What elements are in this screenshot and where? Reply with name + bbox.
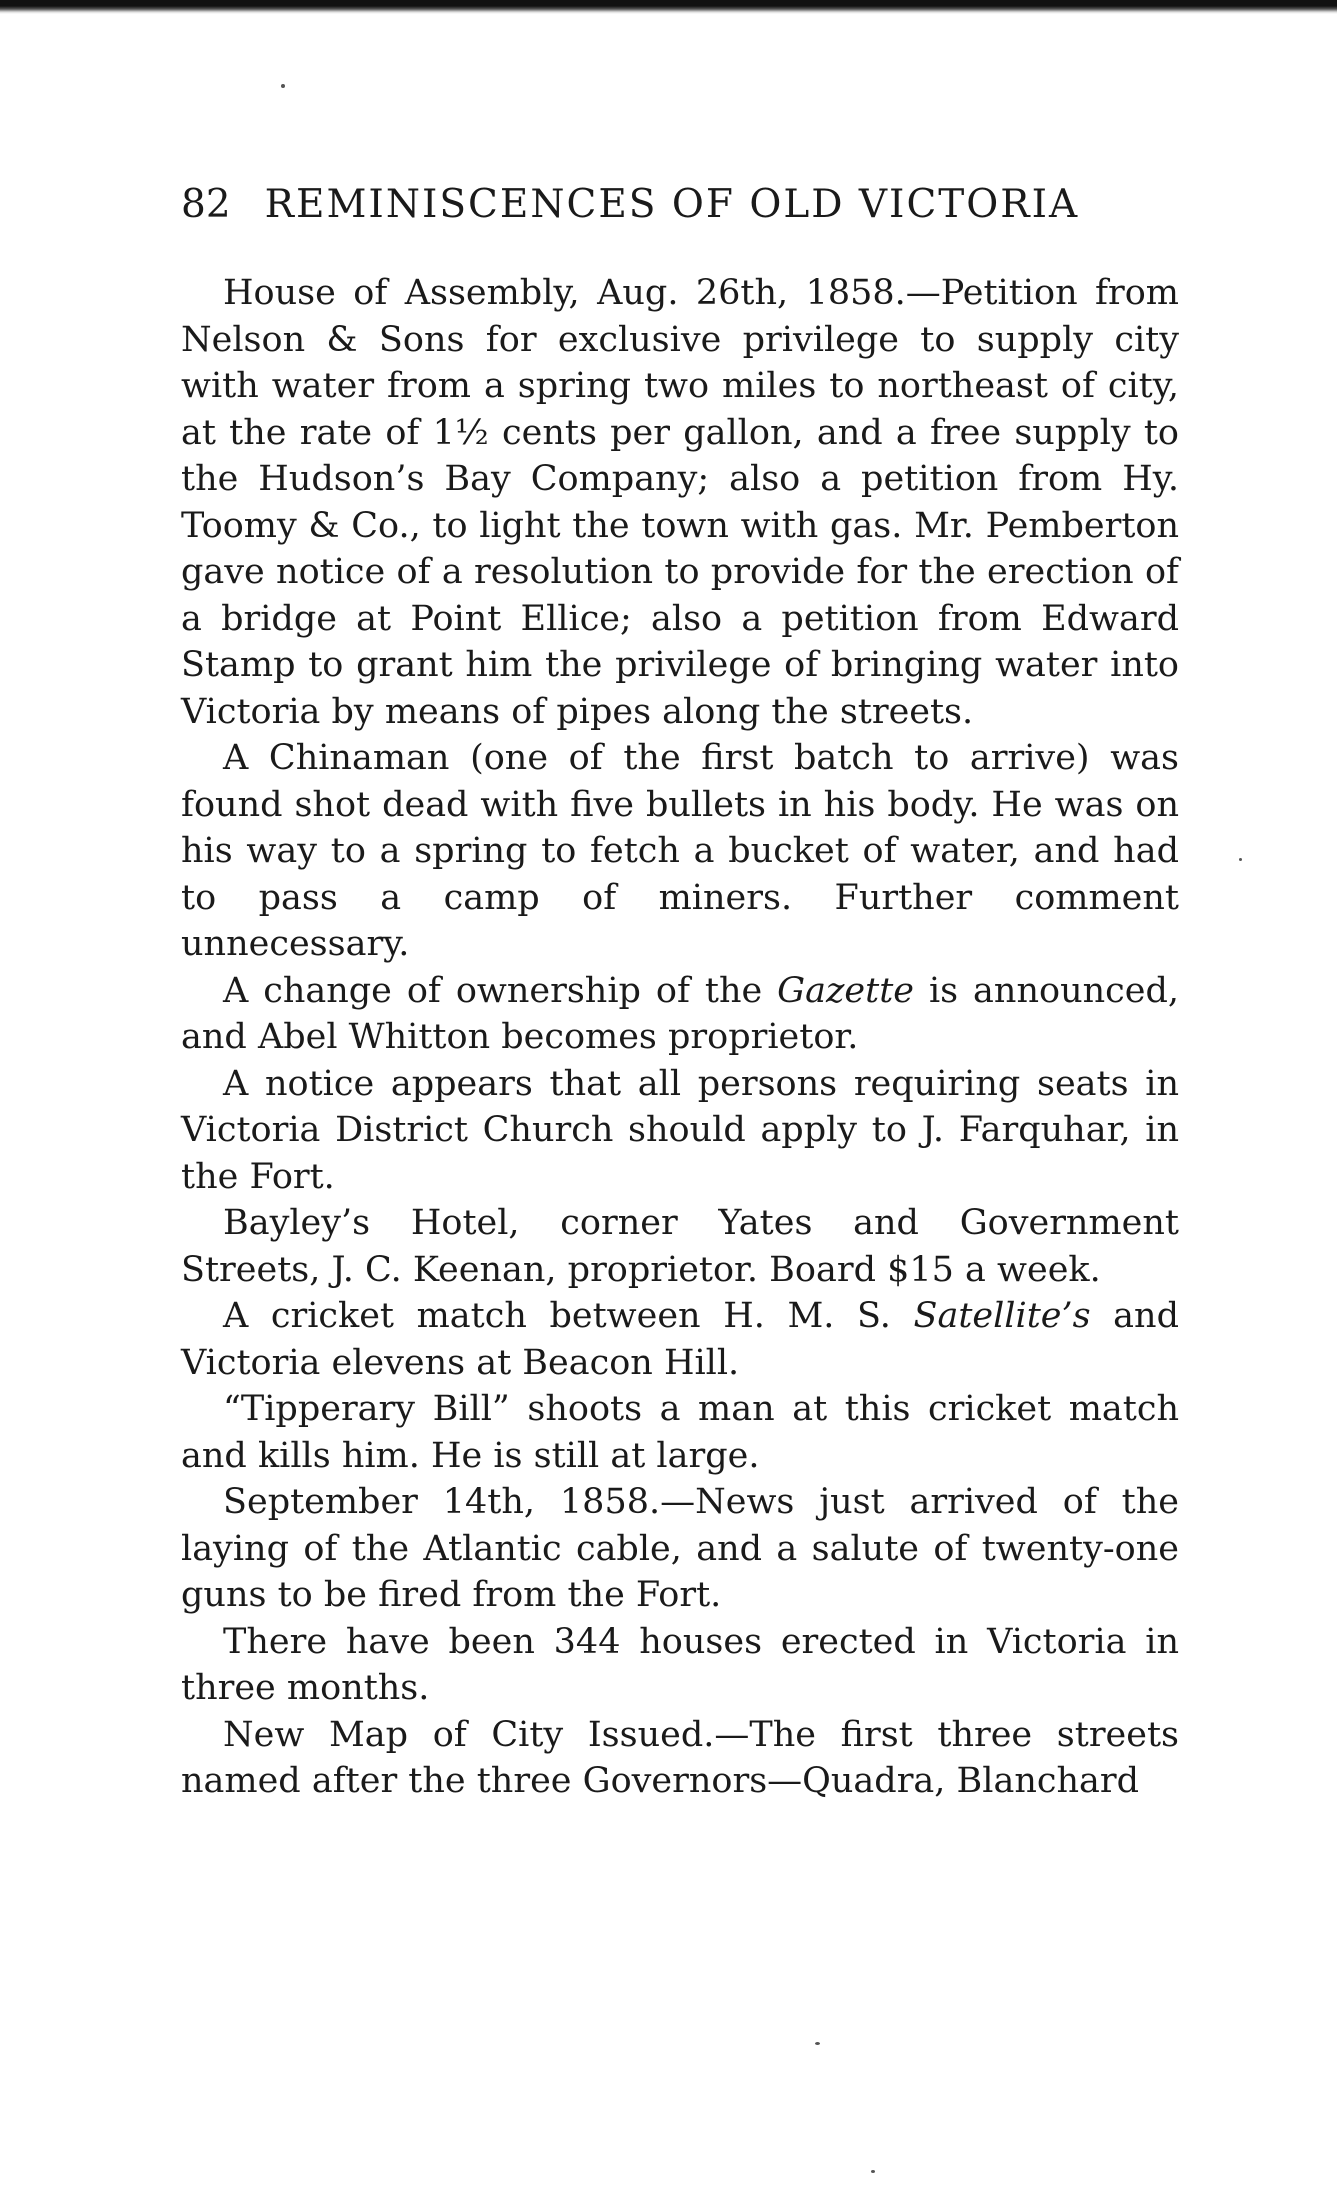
paragraph-bayleys-hotel: Bayley’s Hotel, corner Yates and Government Streets, J. C. Keenan, proprietor. Board $15 a week. <box>181 1203 1179 1290</box>
italic-satellites: Satellite’s <box>913 1296 1091 1336</box>
paragraph-cricket-match: A cricket match between H. M. S. Satellite’s and Victoria elevens at Beacon Hill. <box>181 1296 1179 1383</box>
paragraph-houses-erected: There have been 344 houses erected in Victoria in three months. <box>181 1621 1179 1708</box>
italic-gazette: Gazette <box>777 970 914 1011</box>
book-title: REMINISCENCES OF OLD VICTORIA <box>264 182 1080 227</box>
ink-speck <box>871 2170 875 2173</box>
paragraph-assembly: House of Assembly, Aug. 26th, 1858.—Petition from Nelson & Sons for exclusive privilege to supply city with water from a spring two miles to northeast of city, at the rate of 1½ cents per gallon, and a free supply to the Hudson’s Bay Company; also a petition from Hy. Toomy & Co., to light the town with gas. Mr. Pemberton gave notice of a resolution to provide for the erection of a bridge at Point Ellice; also a petition from Edward Stamp to grant him the privilege of bringing water into Victoria by means of pipes along the streets. <box>181 273 1179 732</box>
paragraph-atlantic-cable: September 14th, 1858.—News just arrived of the laying of the Atlantic cable, and a salute of twenty-one guns to be fired from the Fort. <box>181 1482 1179 1615</box>
paragraph-chinaman: A Chinaman (one of the first batch to arrive) was found shot dead with five bullets in his body. He was on his way to a spring to fetch a bucket of water, and had to pass a camp of miners. Further comment unnecessary. <box>181 738 1179 964</box>
body-text <box>181 270 1179 1805</box>
paragraph-church-seats: A notice appears that all persons requiring seats in Victoria District Church should apply to J. Farquhar, in the Fort. <box>181 1063 1179 1197</box>
ink-speck <box>815 2042 820 2045</box>
page-number: 82 <box>181 182 231 227</box>
running-head <box>181 180 1181 230</box>
paragraph-tipperary-bill: “Tipperary Bill” shoots a man at this cricket match and kills him. He is still at large. <box>181 1389 1179 1476</box>
paragraph-gazette: A change of ownership of the Gazette is announced, and Abel Whitton becomes proprietor. <box>181 970 1179 1057</box>
ink-speck <box>281 84 285 88</box>
page-top-edge <box>0 0 1337 14</box>
paragraph-new-map: New Map of City Issued.—The first three streets named after the three Governors—Quadra, Blanchard <box>181 1714 1179 1801</box>
ink-speck <box>1239 858 1242 861</box>
